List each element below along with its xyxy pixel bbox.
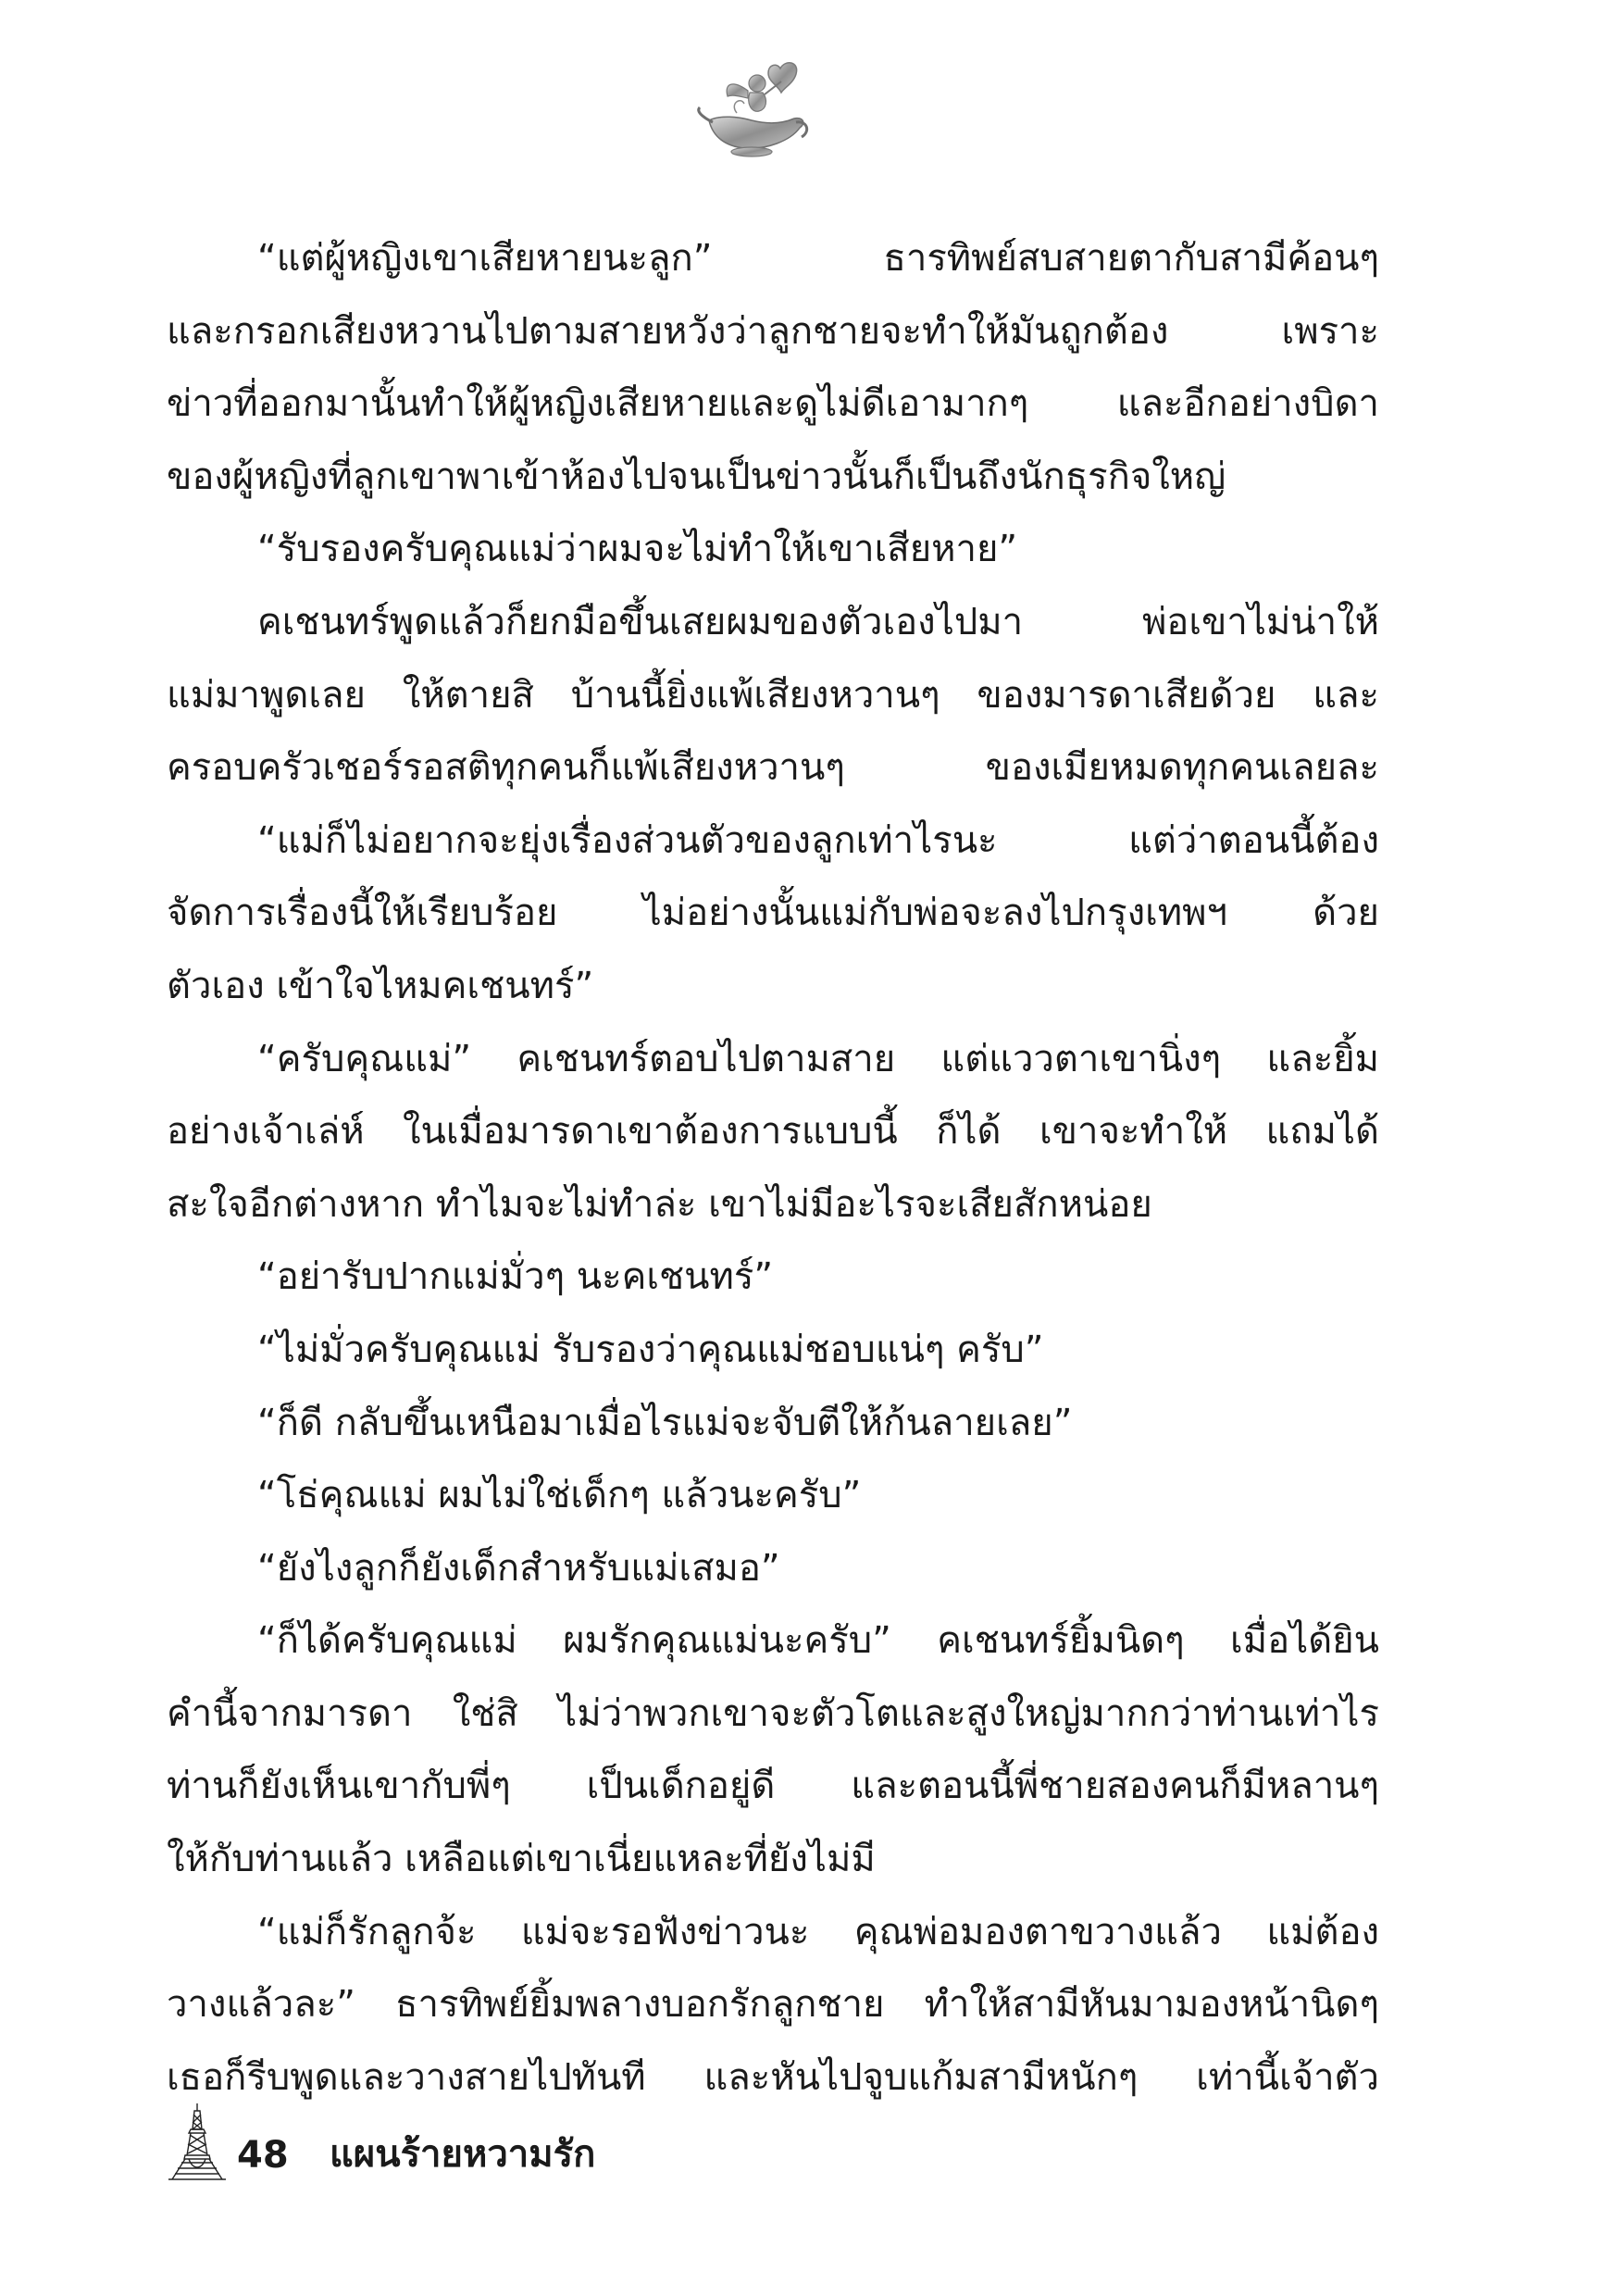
text-line: ข่าวที่ออกมานั้นทำให้ผู้หญิงเสียหายและดูไม่ดีเอามากๆ และอีกอย่างบิดา	[167, 382, 1379, 426]
text-line: ให้กับท่านแล้ว เหลือแต่เขาเนี่ยแหละที่ยังไม่มี	[167, 1838, 876, 1881]
text-line: “โธ่คุณแม่ ผมไม่ใช่เด็กๆ แล้วนะครับ”	[257, 1474, 862, 1517]
text-line: เธอก็รีบพูดและวางสายไปทันที และหันไปจูบแก้มสามีหนักๆ เท่านี้เจ้าตัว	[167, 2055, 1379, 2099]
page-number: 48	[237, 2134, 289, 2177]
eiffel-tower-icon	[167, 2102, 228, 2181]
body-text	[167, 222, 1379, 2114]
text-line: ของผู้หญิงที่ลูกเขาพาเข้าห้องไปจนเป็นข่าวนั้นก็เป็นถึงนักธุรกิจใหญ่	[167, 455, 1226, 498]
cupid-teacup-icon	[692, 56, 813, 167]
text-line: “รับรองครับคุณแม่ว่าผมจะไม่ทำให้เขาเสียหาย”	[257, 528, 1018, 571]
text-line: “ครับคุณแม่” คเชนทร์ตอบไปตามสาย แต่แววตาเขานิ่งๆ และยิ้ม	[257, 1037, 1379, 1080]
text-line: “อย่ารับปากแม่มั่วๆ นะคเชนทร์”	[257, 1255, 774, 1299]
text-line: แม่มาพูดเลย ให้ตายสิ บ้านนี้ยิ่งแพ้เสียงหวานๆ ของมารดาเสียด้วย และ	[167, 673, 1379, 717]
text-line: ครอบครัวเชอร์รอสติทุกคนก็แพ้เสียงหวานๆ ของเมียหมดทุกคนเลยละ	[167, 746, 1379, 790]
text-line: จัดการเรื่องนี้ให้เรียบร้อย ไม่อย่างนั้นแม่กับพ่อจะลงไปกรุงเทพฯ ด้วย	[167, 892, 1379, 935]
text-line: อย่างเจ้าเล่ห์ ในเมื่อมารดาเขาต้องการแบบนี้ ก็ได้ เขาจะทำให้ แถมได้	[167, 1110, 1379, 1154]
book-title: แผนร้ายหวามรัก	[330, 2133, 596, 2176]
text-line: ท่านก็ยังเห็นเขากับพี่ๆ เป็นเด็กอยู่ดี และตอนนี้พี่ชายสองคนก็มีหลานๆ	[167, 1765, 1379, 1808]
text-line: “ไม่มั่วครับคุณแม่ รับรองว่าคุณแม่ชอบแน่ๆ ครับ”	[257, 1328, 1044, 1371]
text-line: “ก็ได้ครับคุณแม่ ผมรักคุณแม่นะครับ” คเชนทร์ยิ้มนิดๆ เมื่อได้ยิน	[257, 1619, 1379, 1663]
text-line: คเชนทร์พูดแล้วก็ยกมือขึ้นเสยผมของตัวเองไปมา พ่อเขาไม่น่าให้	[257, 600, 1379, 643]
text-line: “แต่ผู้หญิงเขาเสียหายนะลูก” ธารทิพย์สบสายตากับสามีค้อนๆ	[257, 237, 1379, 280]
text-line: คำนี้จากมารดา ใช่สิ ไม่ว่าพวกเขาจะตัวโตและสูงใหญ่มากกว่าท่านเท่าไร	[167, 1691, 1379, 1735]
text-line: และกรอกเสียงหวานไปตามสายหวังว่าลูกชายจะทำให้มันถูกต้อง เพราะ	[167, 309, 1379, 353]
text-line: “ก็ดี กลับขึ้นเหนือมาเมื่อไรแม่จะจับตีให้ก้นลายเลย”	[257, 1401, 1073, 1444]
text-line: “แม่ก็รักลูกจ้ะ แม่จะรอฟังข่าวนะ คุณพ่อมองตาขวางแล้ว แม่ต้อง	[257, 1910, 1379, 1953]
text-line: ตัวเอง เข้าใจไหมคเชนทร์”	[167, 964, 594, 1007]
text-line: “ยังไงลูกก็ยังเด็กสำหรับแม่เสมอ”	[257, 1546, 780, 1590]
text-line: สะใจอีกต่างหาก ทำไมจะไม่ทำล่ะ เขาไม่มีอะไรจะเสียสักหน่อย	[167, 1182, 1152, 1226]
text-line: วางแล้วละ” ธารทิพย์ยิ้มพลางบอกรักลูกชาย ทำให้สามีหันมามองหน้านิดๆ	[167, 1983, 1379, 2027]
text-line: “แม่ก็ไม่อยากจะยุ่งเรื่องส่วนตัวของลูกเท่าไรนะ แต่ว่าตอนนี้ต้อง	[257, 818, 1379, 862]
page-footer	[167, 2102, 722, 2185]
